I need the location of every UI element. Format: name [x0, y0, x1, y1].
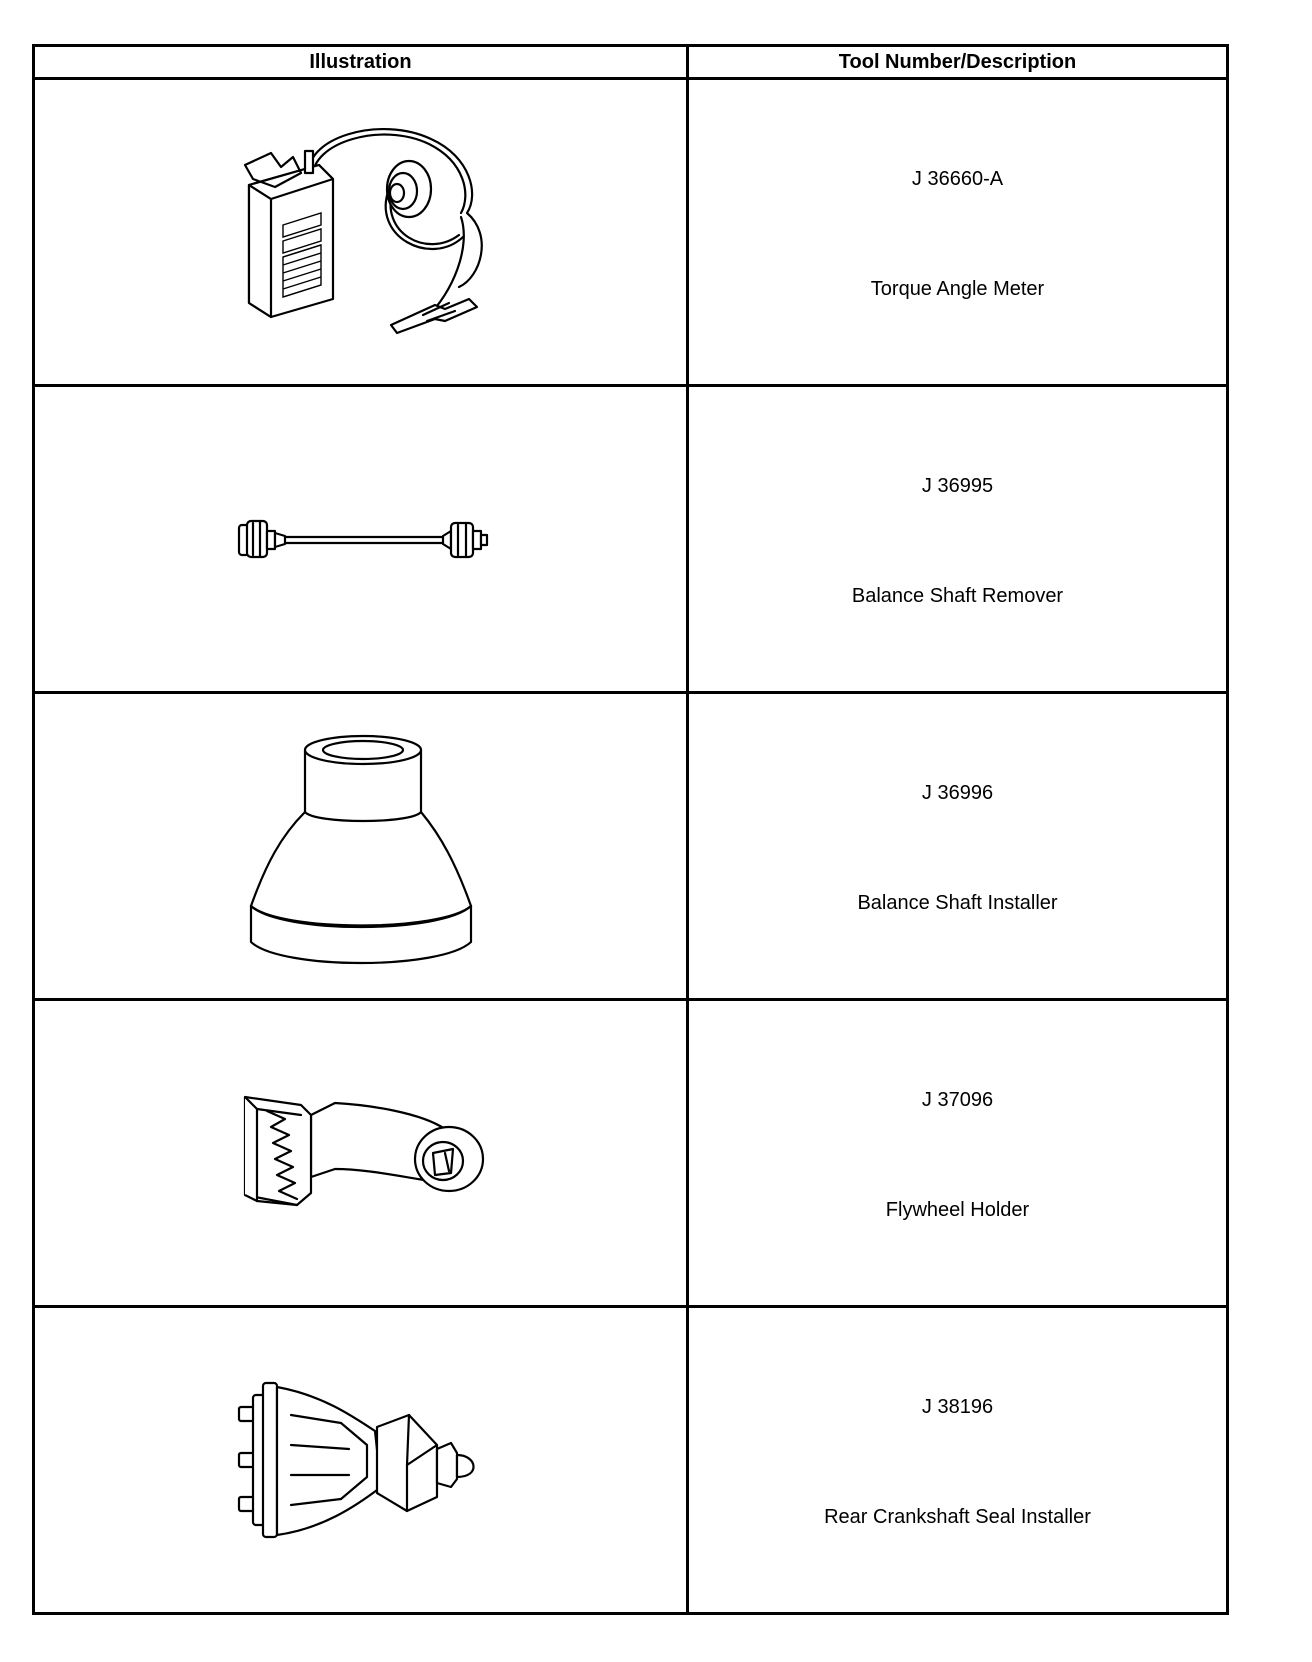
illustration-cell	[34, 1307, 688, 1614]
balance-shaft-remover-icon	[231, 509, 491, 569]
tool-description: Balance Shaft Installer	[857, 892, 1058, 914]
tool-info-cell	[688, 693, 1228, 1000]
tool-description: Balance Shaft Remover	[851, 585, 1064, 607]
header-illustration: Illustration	[34, 46, 688, 79]
tool-info-cell	[688, 386, 1228, 693]
tool-info-cell	[688, 1000, 1228, 1307]
header-tool-number-description: Tool Number/Description	[688, 46, 1228, 79]
balance-shaft-installer-icon	[241, 726, 481, 966]
tool-description: Flywheel Holder	[885, 1199, 1030, 1221]
tool-number: J 38196	[921, 1396, 994, 1418]
flywheel-holder-icon	[231, 1083, 491, 1223]
table-row	[34, 1307, 1228, 1614]
rear-crankshaft-seal-installer-icon	[231, 1375, 491, 1545]
torque-angle-meter-icon	[231, 117, 491, 347]
tool-number: J 36996	[921, 782, 994, 804]
tool-description: Rear Crankshaft Seal Installer	[824, 1506, 1091, 1528]
tool-description: Torque Angle Meter	[870, 278, 1045, 300]
illustration-cell	[34, 1000, 688, 1307]
illustration-cell	[34, 693, 688, 1000]
tool-info-cell	[688, 1307, 1228, 1614]
illustration-cell	[34, 79, 688, 386]
table-row	[34, 79, 1228, 386]
tool-number: J 37096	[921, 1089, 994, 1111]
illustration-cell	[34, 386, 688, 693]
table-row	[34, 693, 1228, 1000]
table-header-row	[34, 46, 1228, 79]
table-row	[34, 386, 1228, 693]
tool-number: J 36660-A	[911, 168, 1004, 190]
table-row	[34, 1000, 1228, 1307]
special-tools-table	[32, 44, 1229, 1615]
tool-number: J 36995	[921, 475, 994, 497]
tool-info-cell	[688, 79, 1228, 386]
